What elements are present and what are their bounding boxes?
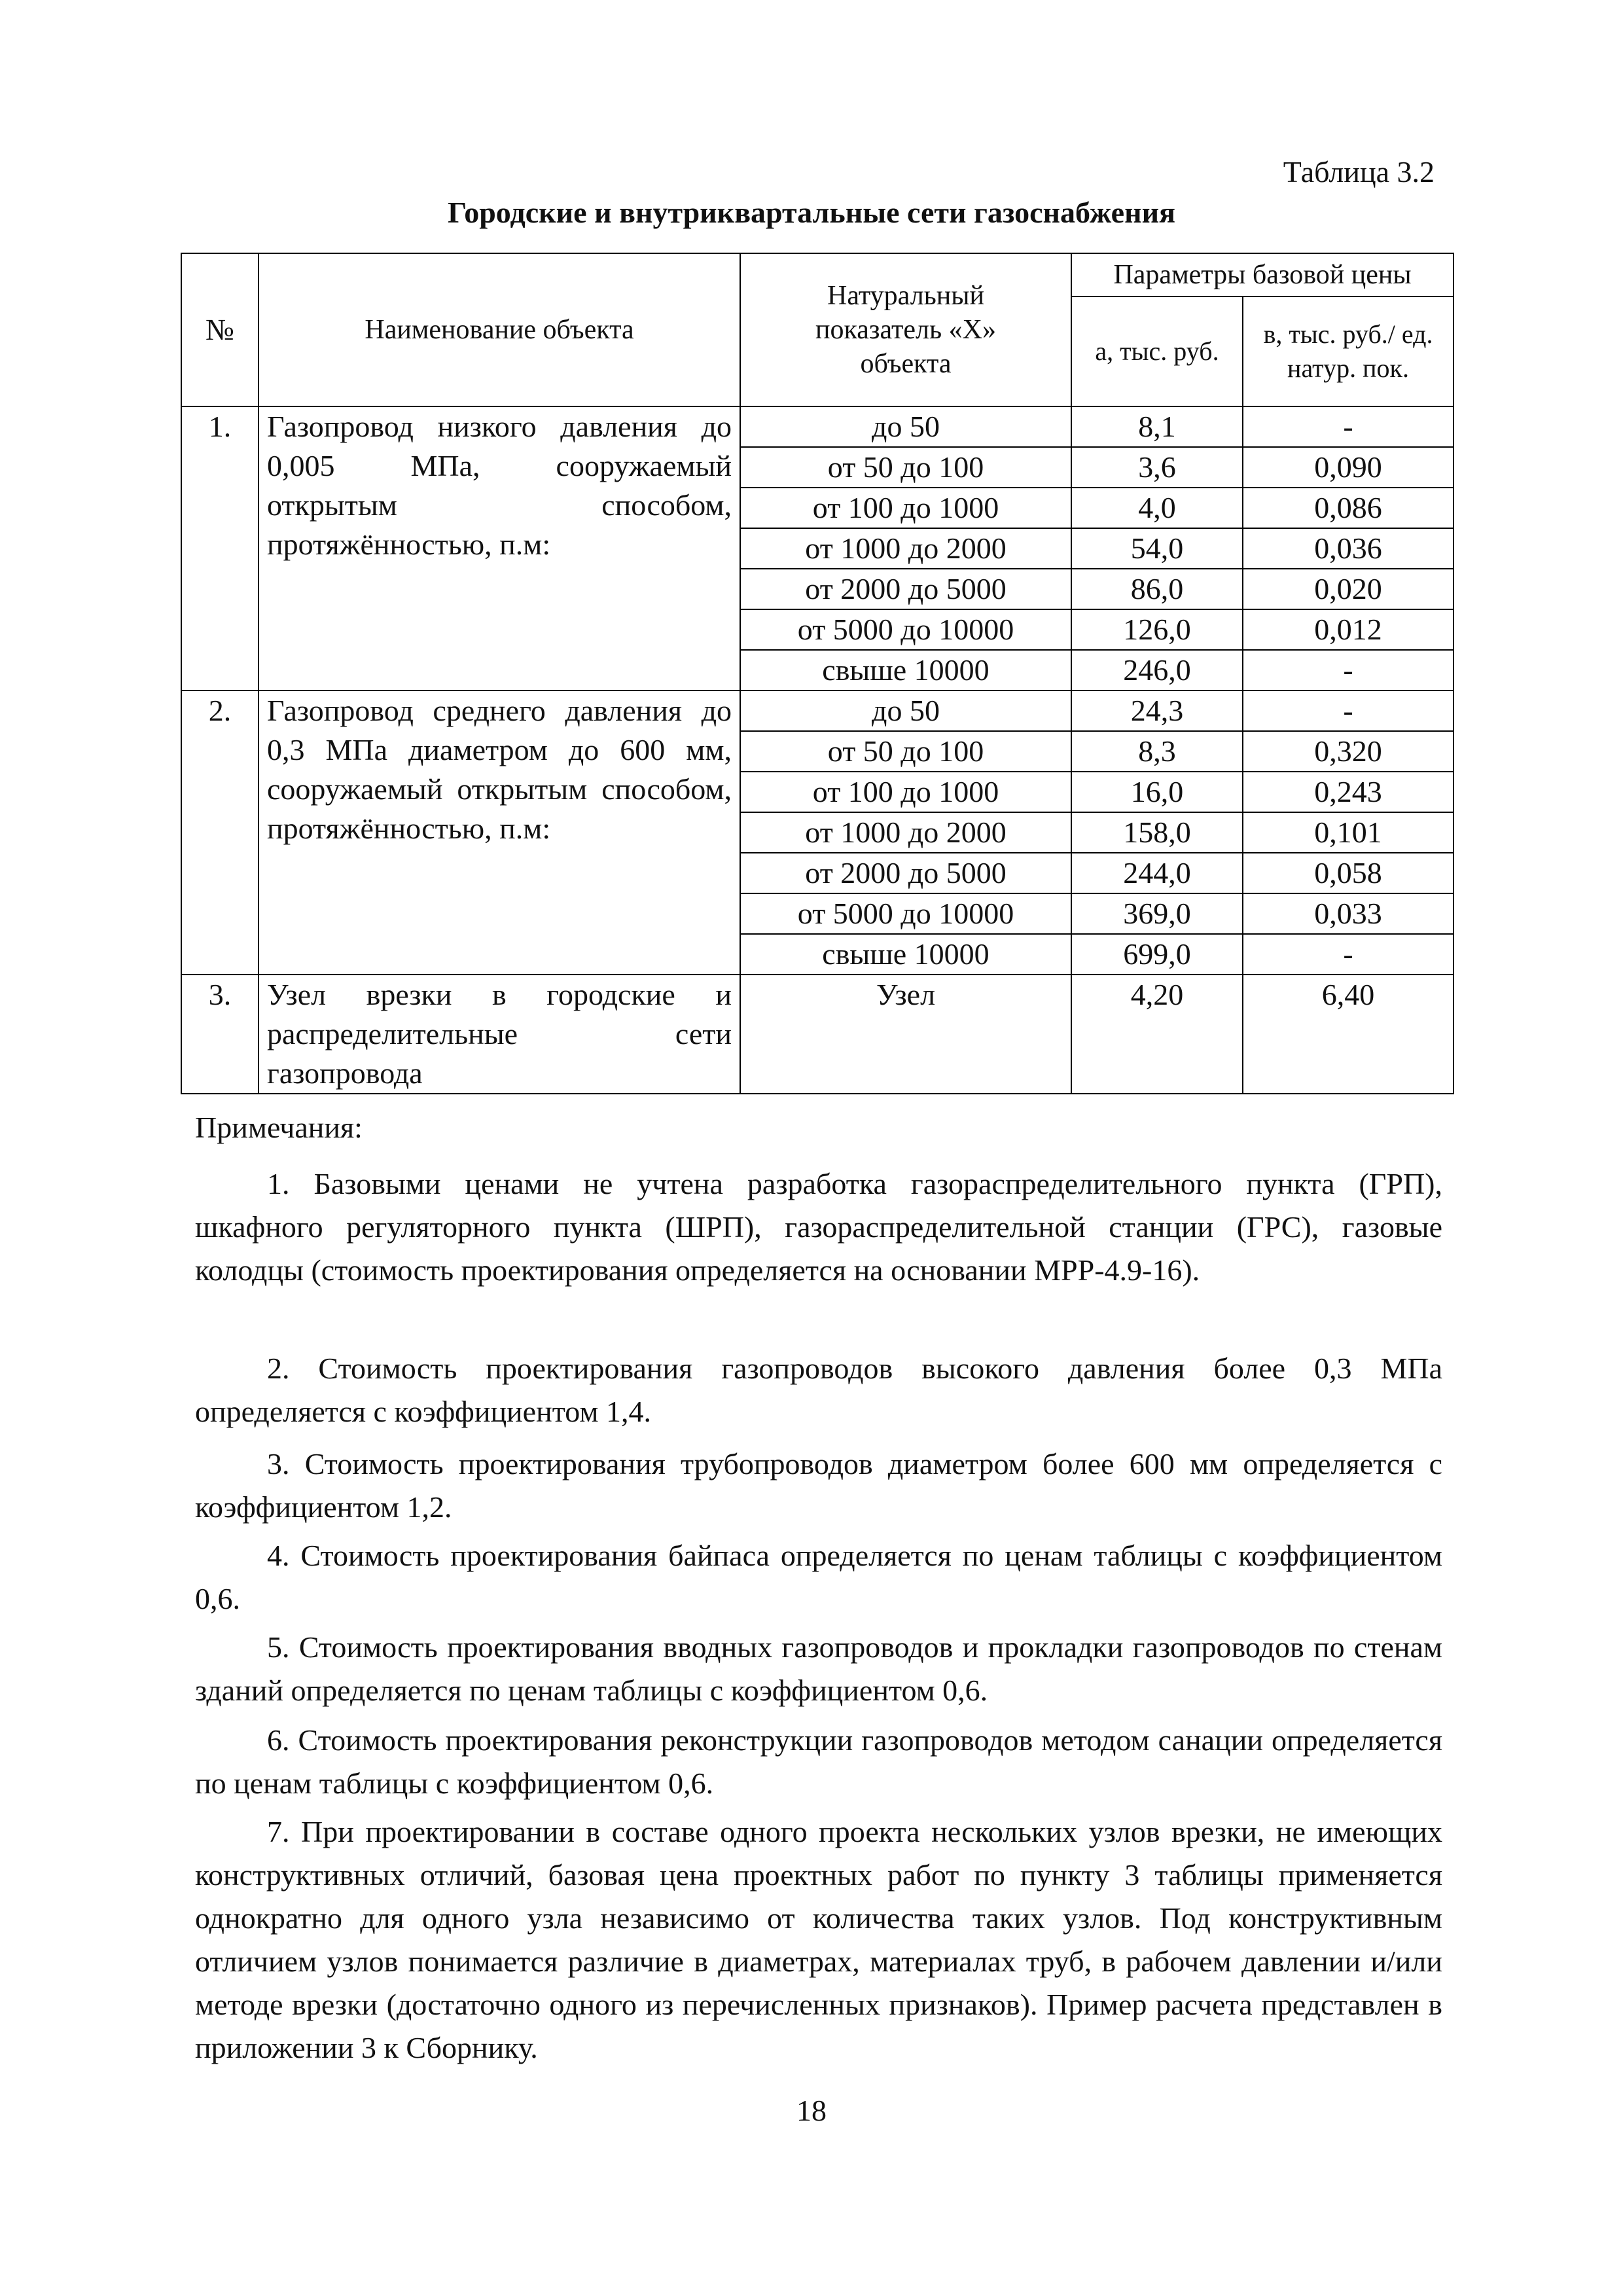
cell-a: 8,3 [1071, 731, 1243, 772]
header-params: Параметры базовой цены [1071, 253, 1454, 296]
notes-heading: Примечания: [195, 1111, 363, 1144]
cell-x: от 100 до 1000 [740, 488, 1071, 528]
cell-a: 369,0 [1071, 893, 1243, 934]
table-row [181, 975, 1454, 1094]
cell-b: - [1243, 691, 1454, 731]
page-number: 18 [796, 2094, 827, 2127]
cell-x: от 50 до 100 [740, 731, 1071, 772]
cell-b: 0,020 [1243, 569, 1454, 609]
note-5: 5. Стоимость проектирования вводных газопроводов и прокладки газопроводов по стенам зданий определяется по ценам таблицы с коэффициентом 0,6. [195, 1630, 1442, 1707]
table-row [181, 406, 1454, 447]
price-table [181, 253, 1454, 1094]
cell-a: 86,0 [1071, 569, 1243, 609]
cell-x: до 50 [740, 691, 1071, 731]
cell-b: 0,320 [1243, 731, 1454, 772]
cell-b: - [1243, 406, 1454, 447]
row-number: 2. [181, 691, 259, 975]
object-name: Газопровод среднего давления до 0,3 МПа диаметром до 600 мм, сооружаемый открытым способом, протяжённостью, п.м: [259, 691, 740, 975]
cell-b: 0,033 [1243, 893, 1454, 934]
cell-x: от 2000 до 5000 [740, 853, 1071, 893]
cell-b: 6,40 [1243, 975, 1454, 1094]
cell-a: 246,0 [1071, 650, 1243, 691]
cell-b: 0,012 [1243, 609, 1454, 650]
cell-b: 0,090 [1243, 447, 1454, 488]
cell-x: от 100 до 1000 [740, 772, 1071, 812]
header-name: Наименование объекта [259, 253, 740, 406]
cell-b: 0,243 [1243, 772, 1454, 812]
cell-a: 4,20 [1071, 975, 1243, 1094]
cell-b: 0,086 [1243, 488, 1454, 528]
cell-a: 54,0 [1071, 528, 1243, 569]
row-number: 1. [181, 406, 259, 691]
object-name: Газопровод низкого давления до 0,005 МПа, сооружаемый открытым способом, протяжённостью, п.м: [259, 406, 740, 691]
note-6: 6. Стоимость проектирования реконструкции газопроводов методом санации определяется по ценам таблицы с коэффициентом 0,6. [195, 1723, 1442, 1800]
note-2: 2. Стоимость проектирования газопроводов высокого давления более 0,3 МПа определяется с коэффициентом 1,4. [195, 1352, 1442, 1428]
cell-x: от 50 до 100 [740, 447, 1071, 488]
cell-x: свыше 10000 [740, 650, 1071, 691]
cell-b: 0,036 [1243, 528, 1454, 569]
cell-b: - [1243, 934, 1454, 975]
table-number: Таблица 3.2 [1283, 155, 1435, 188]
note-1: 1. Базовыми ценами не учтена разработка газораспределительного пункта (ГРП), шкафного регуляторного пункта (ШРП), газораспределительной станции (ГРС), газовые колодцы (стоимость проектирования определяется на основании МРР-4.9-16). [195, 1167, 1442, 1287]
cell-x: от 5000 до 10000 [740, 609, 1071, 650]
row-number: 3. [181, 975, 259, 1094]
cell-x: Узел [740, 975, 1071, 1094]
header-num: № [181, 253, 259, 406]
cell-a: 8,1 [1071, 406, 1243, 447]
cell-x: от 5000 до 10000 [740, 893, 1071, 934]
table-title: Городские и внутриквартальные сети газоснабжения [448, 196, 1175, 229]
cell-a: 244,0 [1071, 853, 1243, 893]
header-indicator: Натуральный показатель «X» объекта [740, 253, 1071, 406]
header-a: a, тыс. руб. [1071, 296, 1243, 406]
cell-a: 699,0 [1071, 934, 1243, 975]
header-b: в, тыс. руб./ ед. натур. пок. [1243, 296, 1454, 406]
table-row [181, 691, 1454, 731]
cell-a: 158,0 [1071, 812, 1243, 853]
cell-x: от 1000 до 2000 [740, 528, 1071, 569]
cell-x: от 1000 до 2000 [740, 812, 1071, 853]
cell-a: 3,6 [1071, 447, 1243, 488]
cell-x: свыше 10000 [740, 934, 1071, 975]
cell-b: - [1243, 650, 1454, 691]
cell-a: 126,0 [1071, 609, 1243, 650]
object-name: Узел врезки в городские и распределительные сети газопровода [259, 975, 740, 1094]
cell-a: 24,3 [1071, 691, 1243, 731]
cell-x: до 50 [740, 406, 1071, 447]
note-4: 4. Стоимость проектирования байпаса определяется по ценам таблицы с коэффициентом 0,6. [195, 1539, 1442, 1615]
cell-a: 4,0 [1071, 488, 1243, 528]
note-3: 3. Стоимость проектирования трубопроводов диаметром более 600 мм определяется с коэффициентом 1,2. [195, 1447, 1442, 1524]
cell-a: 16,0 [1071, 772, 1243, 812]
cell-x: от 2000 до 5000 [740, 569, 1071, 609]
cell-b: 0,101 [1243, 812, 1454, 853]
note-7: 7. При проектировании в составе одного проекта нескольких узлов врезки, не имеющих конструктивных отличий, базовая цена проектных работ по пункту 3 таблицы применяется однократно для одного узла независимо от количества таких узлов. Под конструктивным отличием узлов понимается различие в диаметрах, материалах труб, в рабочем давлении и/или методе врезки (достаточно одного из перечисленных признаков). Пример расчета представлен в приложении 3 к Сборнику. [195, 1815, 1442, 2064]
cell-b: 0,058 [1243, 853, 1454, 893]
